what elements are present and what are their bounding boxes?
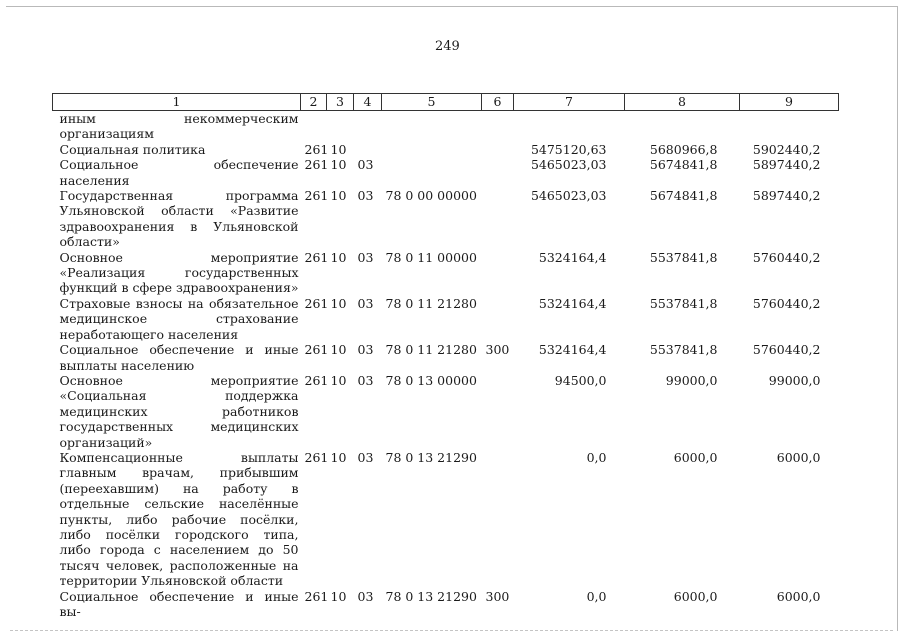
grbs-code: 261 (304, 141, 329, 157)
amount-col8: 6000,0 (673, 449, 718, 465)
amount-col7: 0,0 (586, 588, 607, 604)
amount-col9: 99000,0 (768, 372, 821, 388)
amount-col7: 5465023,03 (530, 188, 607, 204)
amount-col7 (514, 111, 625, 142)
header-cell: 2 (301, 94, 327, 111)
subsection-code: 03 (357, 449, 374, 465)
expense-type-code (482, 373, 514, 450)
subsection-code: 03 (357, 342, 374, 358)
row-name: иным некоммерческим организациям (59, 111, 299, 142)
grbs-code: 261 (304, 372, 329, 388)
target-article-code (382, 142, 482, 157)
expense-type-code: 300 (485, 588, 510, 604)
amount-col9: 5760440,2 (752, 342, 821, 358)
subsection-code (354, 111, 382, 142)
header-cell: 3 (327, 94, 354, 111)
section-code: 10 (330, 295, 347, 311)
grbs-code: 261 (304, 588, 329, 604)
header-cell: 8 (625, 94, 740, 111)
target-article-code: 78 0 13 00000 (385, 372, 477, 388)
amount-col8: 5537841,8 (649, 342, 718, 358)
target-article-code: 78 0 00 00000 (385, 188, 477, 204)
amount-col9: 5897440,2 (752, 157, 821, 173)
table-row (53, 342, 839, 373)
grbs-code (301, 111, 327, 142)
target-article-code: 78 0 11 21280 (385, 342, 477, 358)
amount-col7: 5324164,4 (538, 342, 607, 358)
section-code: 10 (330, 249, 347, 265)
subsection-code: 03 (357, 188, 374, 204)
header-cell: 6 (482, 94, 514, 111)
amount-col7: 94500,0 (554, 372, 607, 388)
grbs-code: 261 (304, 157, 329, 173)
section-code (327, 111, 354, 142)
section-code: 10 (330, 157, 347, 173)
amount-col9: 6000,0 (776, 588, 821, 604)
amount-col9: 5902440,2 (752, 141, 821, 157)
table-header-row (53, 94, 839, 111)
table-row (53, 111, 839, 142)
target-article-code: 78 0 13 21290 (385, 588, 477, 604)
amount-col7: 5324164,4 (538, 295, 607, 311)
row-name: Социальная политика (59, 141, 206, 157)
section-code: 10 (330, 588, 347, 604)
target-article-code: 78 0 13 21290 (385, 449, 477, 465)
amount-col8: 99000,0 (665, 372, 718, 388)
amount-col9: 5897440,2 (752, 188, 821, 204)
amount-col9 (740, 111, 839, 142)
amount-col8 (625, 111, 740, 142)
grbs-code: 261 (304, 342, 329, 358)
page-bottom-edge (10, 630, 893, 631)
header-cell: 9 (740, 94, 839, 111)
amount-col8: 5674841,8 (649, 188, 718, 204)
row-name: Страховые взносы на обязательное медицинское страхование неработающего населения (59, 295, 299, 342)
row-name: Социальное обеспечение населения (59, 157, 299, 188)
row-name: Компенсационные выплаты главным врачам, прибывшим (переехавшим) на работу в отдельные сельские населённые пункты, либо рабочие посёлки, либо посёлки городского типа, либо города с населением до 50 тысяч человек, расположенные на территории Ульяновской области (59, 449, 299, 589)
row-name: Социальное обеспечение и иные выплаты населению (59, 342, 299, 373)
section-code: 10 (330, 141, 347, 157)
grbs-code: 261 (304, 188, 329, 204)
amount-col8: 5537841,8 (649, 249, 718, 265)
table-row (53, 188, 839, 250)
amount-col8: 5680966,8 (649, 141, 718, 157)
section-code: 10 (330, 372, 347, 388)
grbs-code: 261 (304, 449, 329, 465)
amount-col7: 5324164,4 (538, 249, 607, 265)
subsection-code: 03 (357, 588, 374, 604)
amount-col9: 5760440,2 (752, 249, 821, 265)
expense-type-code (482, 142, 514, 157)
expense-type-code (482, 188, 514, 250)
expense-type-code: 300 (485, 342, 510, 358)
header-cell: 7 (514, 94, 625, 111)
subsection-code: 03 (357, 372, 374, 388)
table-row (53, 589, 839, 620)
amount-col7: 0,0 (586, 449, 607, 465)
expense-type-code (482, 450, 514, 589)
subsection-code: 03 (357, 295, 374, 311)
page-number: 249 (435, 39, 460, 54)
section-code: 10 (330, 449, 347, 465)
table-row (53, 142, 839, 157)
expense-type-code (482, 157, 514, 188)
amount-col7: 5475120,63 (530, 141, 607, 157)
expense-type-code (482, 111, 514, 142)
table-row (53, 296, 839, 342)
subsection-code: 03 (357, 157, 374, 173)
table-row (53, 157, 839, 188)
target-article-code: 78 0 11 21280 (385, 295, 477, 311)
target-article-code (382, 111, 482, 142)
header-cell: 4 (354, 94, 382, 111)
header-cell: 1 (53, 94, 301, 111)
budget-table (52, 93, 839, 619)
target-article-code: 78 0 11 00000 (385, 249, 477, 265)
row-name: Государственная программа Ульяновской области «Развитие здравоохранения в Ульяновской области» (59, 188, 299, 250)
subsection-code: 03 (357, 249, 374, 265)
table-row (53, 250, 839, 296)
row-name: Основное мероприятие «Реализация государственных функций в сфере здравоохранения» (59, 249, 299, 296)
row-name: Социальное обеспечение и иные вы- (59, 588, 299, 619)
amount-col9: 6000,0 (776, 449, 821, 465)
amount-col8: 5674841,8 (649, 157, 718, 173)
table-row (53, 450, 839, 589)
grbs-code: 261 (304, 295, 329, 311)
subsection-code (354, 142, 382, 157)
amount-col9: 5760440,2 (752, 295, 821, 311)
expense-type-code (482, 250, 514, 296)
amount-col7: 5465023,03 (530, 157, 607, 173)
amount-col8: 5537841,8 (649, 295, 718, 311)
grbs-code: 261 (304, 249, 329, 265)
section-code: 10 (330, 188, 347, 204)
section-code: 10 (330, 342, 347, 358)
amount-col8: 6000,0 (673, 588, 718, 604)
row-name: Основное мероприятие «Социальная поддержка медицинских работников государственных медицинских организаций» (59, 372, 299, 450)
header-cell: 5 (382, 94, 482, 111)
table-row (53, 373, 839, 450)
target-article-code (382, 157, 482, 188)
expense-type-code (482, 296, 514, 342)
